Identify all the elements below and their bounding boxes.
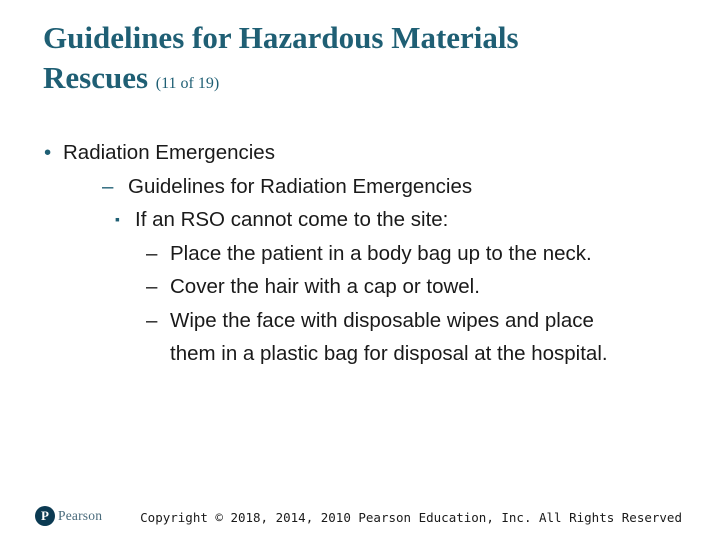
bullet-text: Wipe the face with disposable wipes and place: [170, 308, 594, 332]
footer: [0, 500, 720, 536]
bullet-text: Place the patient in a body bag up to the neck.: [170, 241, 592, 265]
title-line-1: Guidelines for Hazardous Materials: [43, 20, 519, 55]
copyright-notice: Copyright © 2018, 2014, 2010 Pearson Education, Inc. All Rights Reserved: [140, 510, 682, 525]
title-line-2: [43, 58, 683, 104]
bullet-text: them in a plastic bag for disposal at the hospital.: [170, 342, 608, 365]
bullet-text: If an RSO cannot come to the site:: [135, 208, 449, 231]
bullet-continuation: [44, 337, 704, 371]
dash-marker: –: [146, 275, 158, 298]
bullet-level-1: [44, 136, 704, 170]
bullet-level-4: [44, 304, 704, 338]
bullet-level-2: [44, 170, 704, 204]
square-bullet-marker: ▪: [115, 211, 120, 227]
slide-title: [43, 18, 683, 104]
pearson-logo: [35, 506, 102, 526]
bullet-list: [44, 136, 704, 371]
dash-marker: –: [146, 241, 158, 265]
bullet-text: Radiation Emergencies: [63, 141, 275, 164]
bullet-text: Cover the hair with a cap or towel.: [170, 275, 480, 298]
bullet-text: Guidelines for Radiation Emergencies: [128, 174, 473, 198]
bullet-level-3: [44, 203, 704, 237]
pearson-logo-icon: P: [35, 506, 55, 526]
pearson-logo-text: Pearson: [58, 508, 103, 523]
bullet-level-4: [44, 237, 704, 271]
bullet-marker: •: [44, 141, 52, 164]
bullet-level-4: [44, 270, 704, 304]
title-line-2-text: Rescues: [43, 60, 149, 95]
slide-count: (11 of 19): [155, 75, 220, 92]
dash-marker: –: [146, 308, 158, 332]
dash-marker: –: [102, 174, 114, 198]
